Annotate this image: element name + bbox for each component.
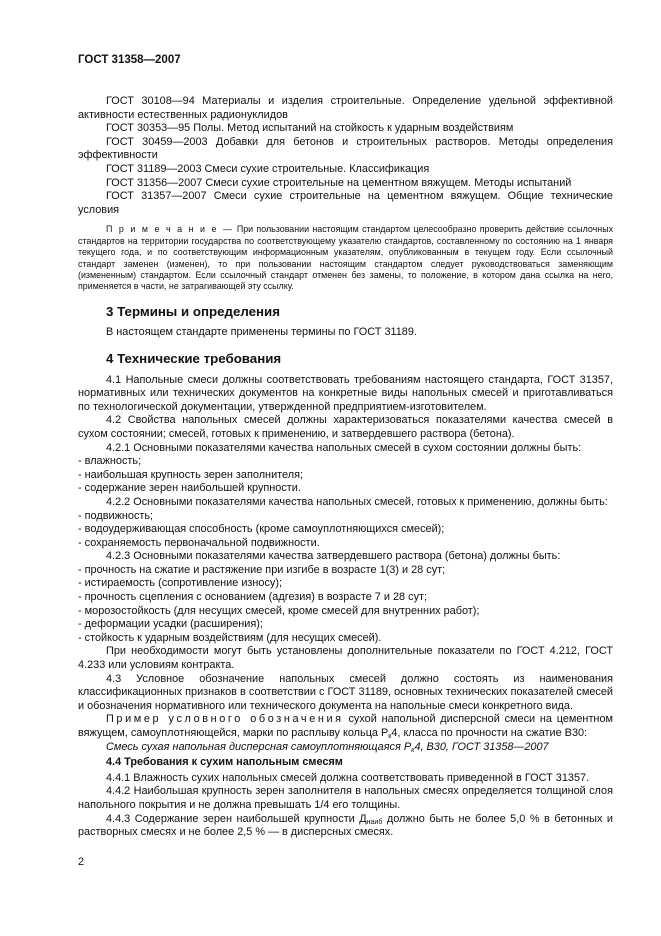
clause-4-2-3: 4.2.3 Основными показателями качества затвердевшего раствора (бетона) должны быть: bbox=[106, 550, 561, 563]
list-item: - сохраняемость первоначальной подвижности. bbox=[78, 536, 320, 549]
example-text-a: сухой напольной дисперсной смеси на цементном вяжущем, самоуплотняющейся, марки по расплыву кольца Р bbox=[78, 713, 613, 739]
example-designation-subscript: к bbox=[411, 746, 415, 754]
example-designation bbox=[78, 741, 613, 755]
note-paragraph bbox=[78, 224, 613, 292]
additional-indicators: При необходимости могут быть установлены дополнительные показатели по ГОСТ 4.212, ГОСТ 4.233 или условиям контракта. bbox=[78, 645, 613, 672]
clause-4-4-3-b: должно быть не более 5,0 % в бетонных и растворных смесях и не более 2,5 % — в дисперсных смесях. bbox=[78, 812, 613, 839]
list-item: - наибольшая крупность зерен заполнителя; bbox=[78, 468, 303, 481]
list-item: - морозостойкость (для несущих смесей, кроме смесей для внутренних работ); bbox=[78, 604, 480, 617]
list-item: - водоудерживающая способность (кроме самоуплотняющихся смесей); bbox=[78, 523, 445, 536]
ref-gost-31357: ГОСТ 31357—2007 Смеси сухие строительные на цементном вяжущем. Общие технические условия bbox=[78, 190, 613, 216]
list-item: - подвижность; bbox=[78, 509, 154, 522]
page-body bbox=[78, 95, 613, 840]
list-item: - стойкость к ударным воздействиям (для несущих смесей). bbox=[78, 631, 382, 644]
clause-4-4-3-a: 4.4.3 Содержание зерен наибольшей крупности Д bbox=[106, 812, 367, 825]
example-text-b: 4, класса по прочности на сжатие В30: bbox=[391, 727, 588, 739]
page-number: 2 bbox=[78, 856, 85, 868]
clause-4-4-2: 4.4.2 Наибольшая крупность зерен заполнителя в напольных смесях определяется толщиной слоя напольного покрытия и не должна превышать 1/4 его толщины. bbox=[78, 785, 613, 811]
ref-gost-31356: ГОСТ 31356—2007 Смеси сухие строительные на цементном вяжущем. Методы испытаний bbox=[106, 176, 572, 189]
note-label: П р и м е ч а н и е — bbox=[106, 224, 234, 235]
list-item: - содержание зерен наибольшей крупности. bbox=[78, 482, 301, 495]
page-header: ГОСТ 31358—2007 bbox=[78, 54, 181, 66]
clause-4-4-3 bbox=[78, 813, 613, 840]
clause-4-1: 4.1 Напольные смеси должны соответствовать требованиям настоящего стандарта, ГОСТ 31357, нормативных или технических документов на конкретные виды напольных смесей и приготавливаться по технологической документации, утвержденной предприятием-изготовителем. bbox=[78, 373, 613, 413]
ref-gost-30353: ГОСТ 30353—95 Полы. Метод испытаний на стойкость к ударным воздействиям bbox=[106, 122, 514, 135]
section-3-heading: 3 Термины и определения bbox=[106, 303, 280, 319]
list-item: - прочность сцепления с основанием (адгезия) в возрасте 7 и 28 сут; bbox=[78, 591, 428, 604]
list-item: - истираемость (сопротивление износу); bbox=[78, 577, 283, 590]
list-item: - прочность на сжатие и растяжение при изгибе в возрасте 1(3) и 28 сут; bbox=[78, 563, 446, 576]
clause-4-2: 4.2 Свойства напольных смесей должны характеризоваться показателями качества смесей в сухом состоянии; смесей, готовых к применению, и затвердевшего раствора (бетона). bbox=[78, 414, 613, 440]
ref-gost-30108: ГОСТ 30108—94 Материалы и изделия строительные. Определение удельной эффективной активности естественных радионуклидов bbox=[78, 95, 613, 121]
section-4-4-heading: 4.4 Требования к сухим напольным смесям bbox=[106, 756, 343, 769]
example-subscript: к bbox=[388, 733, 392, 740]
section-3-text: В настоящем стандарте применены термины по ГОСТ 31189. bbox=[106, 326, 417, 339]
list-item: - влажность; bbox=[78, 455, 142, 468]
clause-4-4-1: 4.4.1 Влажность сухих напольных смесей должна соответствовать приведенной в ГОСТ 31357. bbox=[106, 771, 590, 784]
ref-gost-31189: ГОСТ 31189—2003 Смеси сухие строительные. Классификация bbox=[106, 162, 430, 175]
clause-4-2-1: 4.2.1 Основными показателями качества напольных смесей в сухом состоянии должны быть: bbox=[106, 441, 582, 454]
clause-4-2-2: 4.2.2 Основными показателями качества напольных смесей, готовых к применению, должны быть: bbox=[106, 495, 608, 508]
example-label: Пример условного обозначения bbox=[106, 713, 344, 726]
section-4-heading: 4 Технические требования bbox=[106, 350, 282, 366]
example-paragraph bbox=[78, 713, 613, 740]
note-text: При пользовании настоящим стандартом целесообразно проверить действие ссылочных стандартов на территории государства по соответствующему указателю стандартов, составленному по состоянию на 1 января текущего года, и по соответствующим информационным указателям, опубликованным в текущем году. Если ссылочный стандарт заменен (изменен), то при пользовании настоящим стандартом следует руководствоваться заменяющим (измененным) стандартом. Если ссылочный стандарт отменен без замены, то положение, в котором дана ссылка на него, применяется в части, не затрагивающей эту ссылку. bbox=[78, 224, 614, 292]
ref-gost-30459: ГОСТ 30459—2003 Добавки для бетонов и строительных растворов. Методы определения эффективности bbox=[78, 135, 613, 162]
clause-4-3: 4.3 Условное обозначение напольных смесей должно состоять из наименования классификационных признаков в соответствии с ГОСТ 31189, основных технических показателей смесей и обозначения нормативного или технического документа на напольные смеси конкретного вида. bbox=[78, 672, 613, 712]
list-item: - деформации усадки (расширения); bbox=[78, 618, 263, 631]
example-designation-b: 4, В30, ГОСТ 31358—2007 bbox=[414, 740, 549, 753]
example-designation-a: Смесь сухая напольная дисперсная самоуплотняющаяся Р bbox=[106, 740, 412, 753]
clause-4-4-3-subscript: наиб bbox=[366, 818, 383, 826]
